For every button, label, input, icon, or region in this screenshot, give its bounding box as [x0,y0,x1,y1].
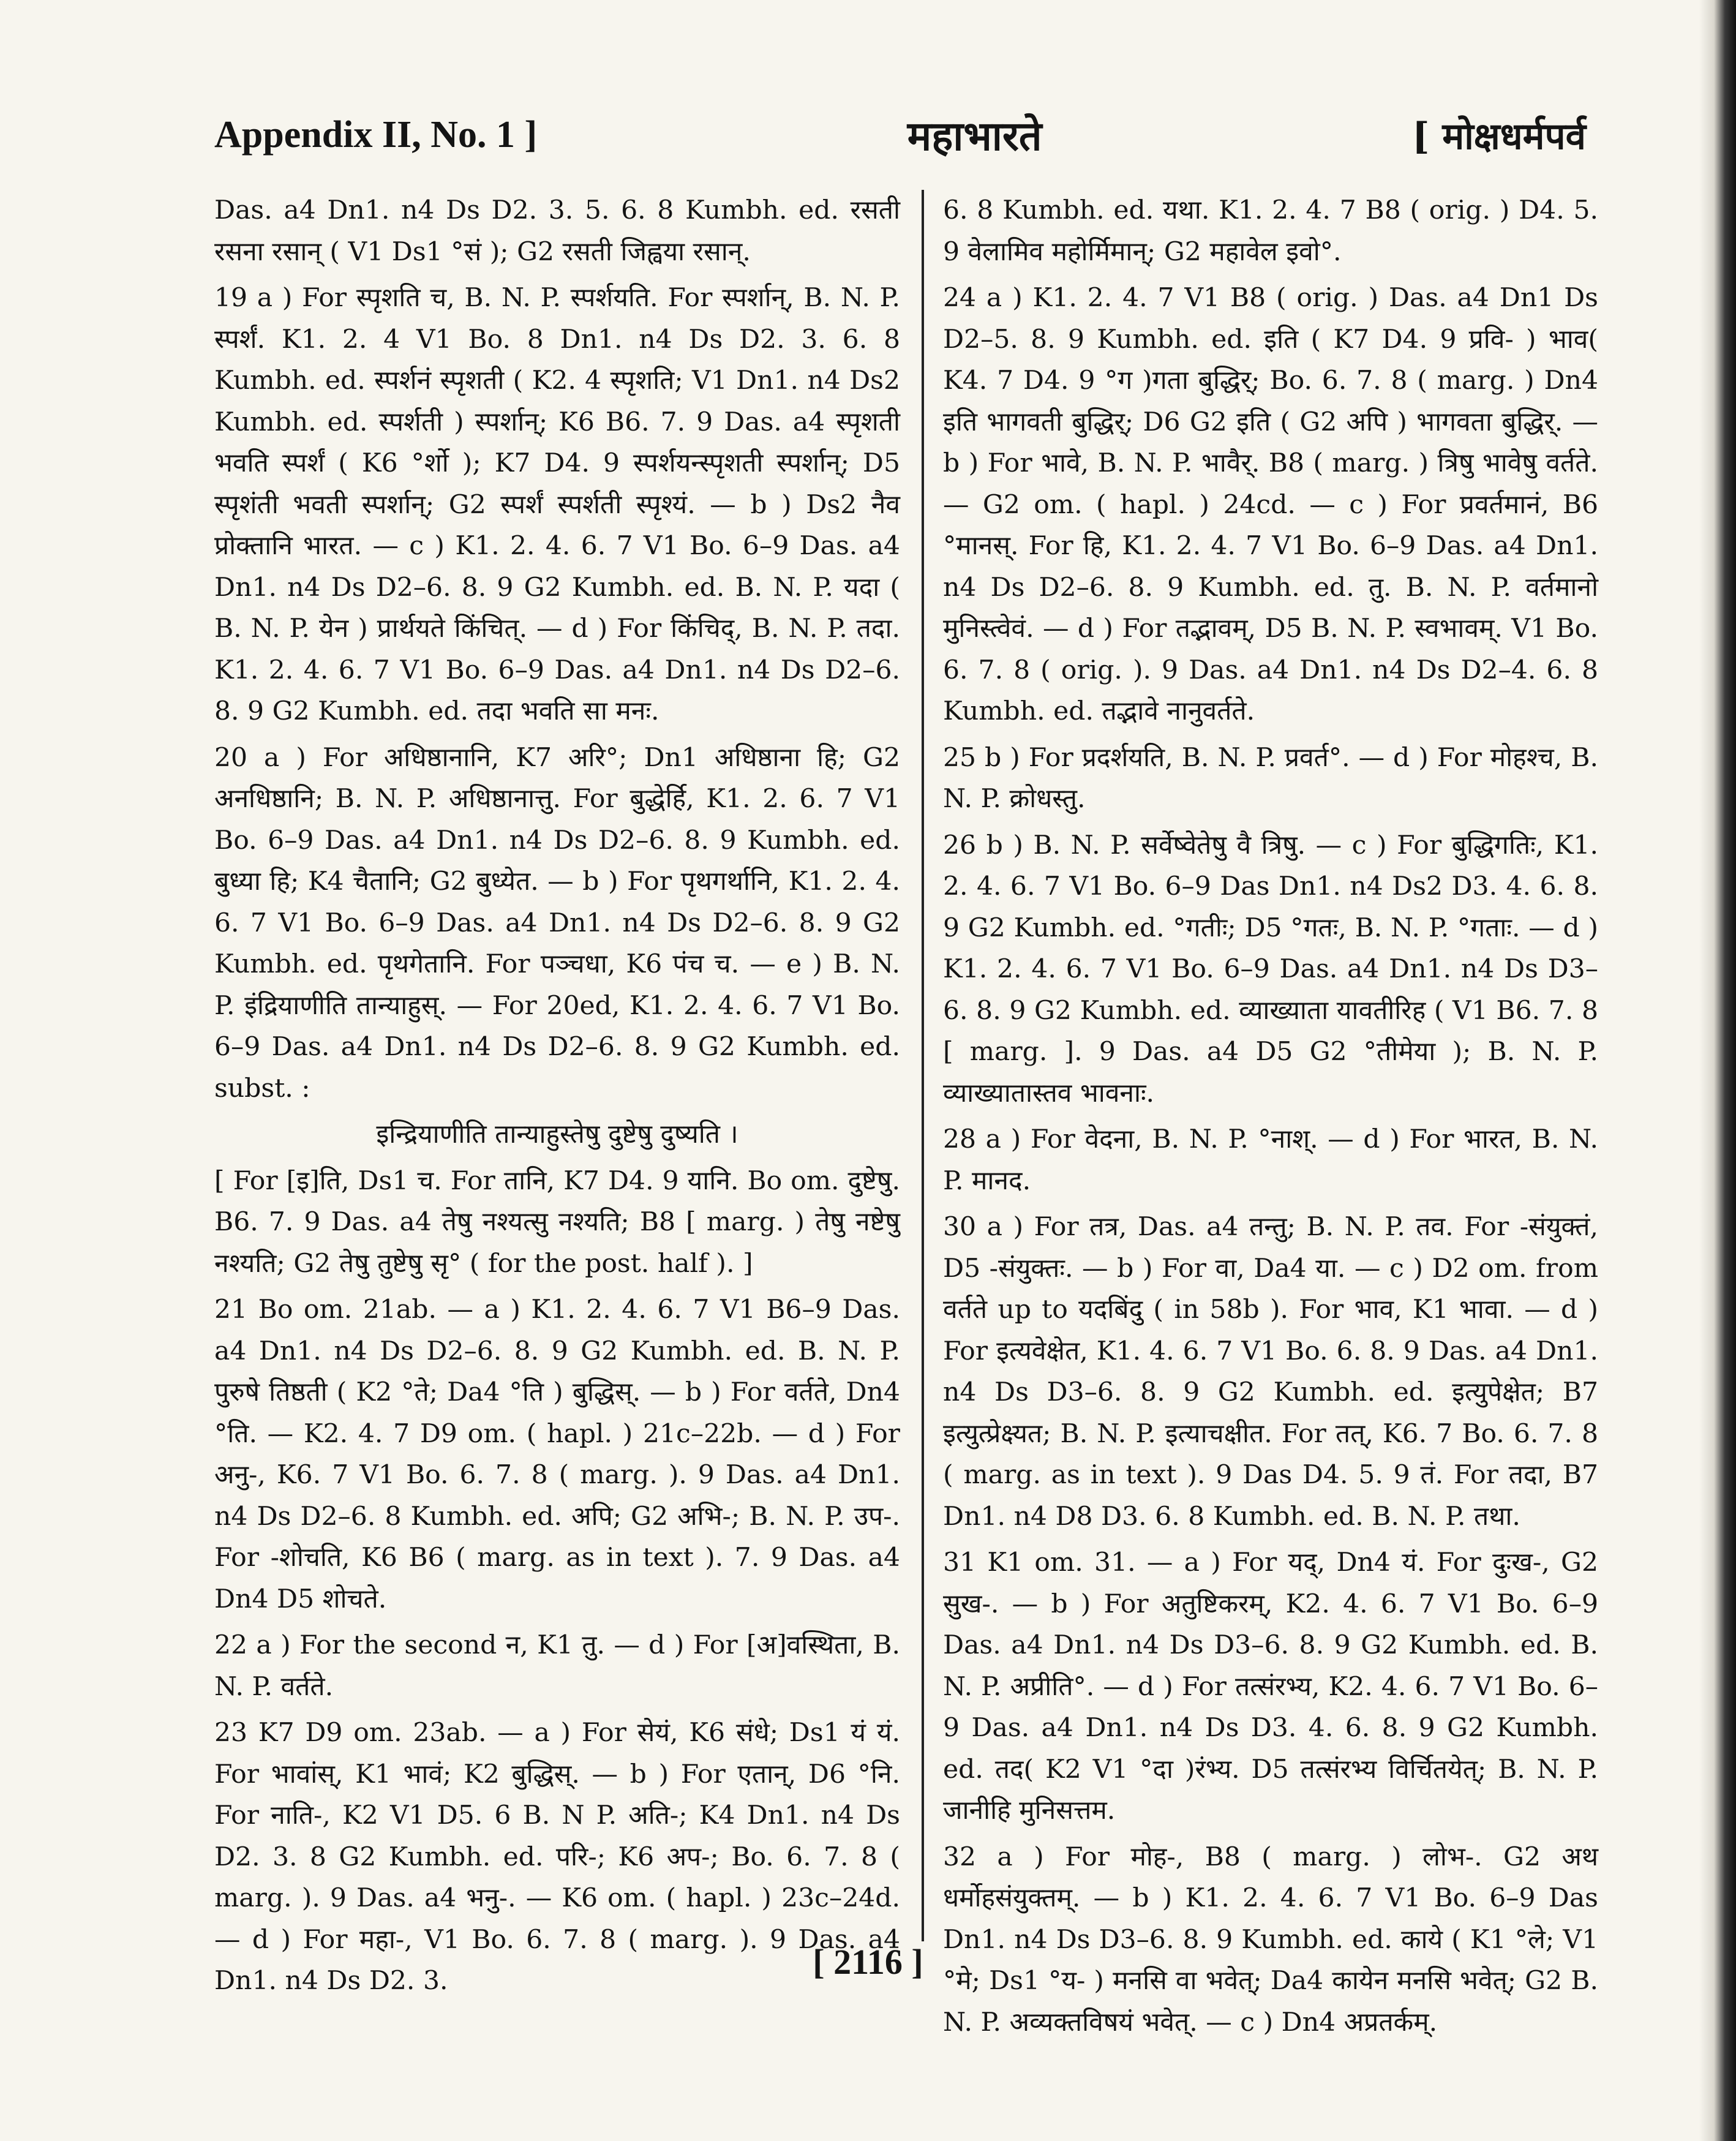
note-paragraph: Das. a4 Dn1. n4 Ds D2. 3. 5. 6. 8 Kumbh. ed. रसती रसना रसान् ( V1 Ds1 °सं ); G2 रसती जिह्वया रसान्. [214,195,900,267]
inserted-verse: इन्द्रियाणीति तान्याहुस्तेषु दुष्टेषु दुष्यति । [376,1119,738,1150]
note-paragraph: 31 K1 om. 31. — a ) For यद्, Dn4 यं. For दुःख-, G2 सुख-. — b ) For अतुष्टिकरम्, K2. 4. 6. 7 V1 Bo. 6–9 Das. a4 Dn1. n4 Ds D3–6. 8. 9 G2 Kumbh. ed. B. N. P. अप्रीति°. — d ) For तत्संरभ्य, K2. 4. 6. 7 V1 Bo. 6–9 Das. a4 Dn1. n4 Ds D3. 4. 6. 8. 9 G2 Kumbh. ed. तद( K2 V1 °दा )रंभ्य. D5 तत्संरभ्य विर्चितयेत्; B. N. P. जानीहि मुनिसत्तम. [943,1548,1598,1826]
note-paragraph: 25 b ) For प्रदर्शयति, B. N. P. प्रवर्त°. — d ) For मोहश्च, B. N. P. क्रोधस्तु. [943,742,1598,814]
note-paragraph: 19 a ) For स्पृशति च, B. N. P. स्पर्शयति. For स्पर्शान्, B. N. P. स्पर्शं. K1. 2. 4 V1 Bo. 8 Dn1. n4 Ds D2. 3. 6. 8 Kumbh. ed. स्पर्शनं स्पृशती ( K2. 4 स्पृशति; V1 Dn1. n4 Ds2 Kumbh. ed. स्पर्शती ) स्पर्शान्; K6 B6. 7. 9 Das. a4 स्पृशती भवति स्पर्शं ( K6 °र्शो ); K7 D4. 9 स्पर्शयन्स्पृशती स्पर्शान्; D5 स्पृशंती भवती स्पर्शान्; G2 स्पर्शं स्पर्शती स्पृश्यं. — b ) Ds2 नैव प्रोक्तानि भारत. — c ) K1. 2. 4. 6. 7 V1 Bo. 6–9 Das. a4 Dn1. n4 Ds D2–6. 8. 9 G2 Kumbh. ed. B. N. P. यदा ( B. N. P. येन ) प्रार्थयते किंचित्. — d ) For किंचिद्, B. N. P. तदा. K1. 2. 4. 6. 7 V1 Bo. 6–9 Das. a4 Dn1. n4 Ds D2–6. 8. 9 G2 Kumbh. ed. तदा भवति सा मनः. [214,283,900,726]
header-parvan-label: [ मोक्षधर्मपर्व [1412,115,1586,158]
header-section-label: Appendix II, No. 1 ] [214,113,538,156]
note-paragraph: 28 a ) For वेदना, B. N. P. °नाश्. — d ) For भारत, B. N. P. मानद. [943,1124,1598,1196]
note-paragraph: 20 a ) For अधिष्ठानानि, K7 अरि°; Dn1 अधिष्ठाना हि; G2 अनधिष्ठानि; B. N. P. अधिष्ठानात्तु. For बुद्धेर्हि, K1. 2. 6. 7 V1 Bo. 6–9 Das. a4 Dn1. n4 Ds D2–6. 8. 9 Kumbh. ed. बुध्या हि; K4 चैतानि; G2 बुध्येत. — b ) For पृथगर्थानि, K1. 2. 4. 6. 7 V1 Bo. 6–9 Das. a4 Dn1. n4 Ds D2–6. 8. 9 G2 Kumbh. ed. पृथगेतानि. For पञ्चधा, K6 पंच च. — e ) B. N. P. इंद्रियाणीति तान्याहुस्. — For 20ed, K1. 2. 4. 6. 7 V1 Bo. 6–9 Das. a4 Dn1. n4 Ds D2–6. 8. 9 G2 Kumbh. ed. subst. : [214,742,900,1104]
right-column [943,190,1598,2038]
column-divider [922,190,924,1941]
note-paragraph: 6. 8 Kumbh. ed. यथा. K1. 2. 4. 7 B8 ( orig. ) D4. 5. 9 वेलामिव महोर्मिमान्; G2 महावेल इवो°. [943,195,1598,267]
note-paragraph: 21 Bo om. 21ab. — a ) K1. 2. 4. 6. 7 V1 B6–9 Das. a4 Dn1. n4 Ds D2–6. 8. 9 G2 Kumbh. ed. B. N. P. पुरुषे तिष्ठती ( K2 °ते; Da4 °ति ) बुद्धिस्. — b ) For वर्तते, Dn4 °ति. — K2. 4. 7 D9 om. ( hapl. ) 21c–22b. — d ) For अनु-, K6. 7 V1 Bo. 6. 7. 8 ( marg. ). 9 Das. a4 Dn1. n4 Ds D2–6. 8 Kumbh. ed. अपि; G2 अभि-; B. N. P. उप-. For -शोचति, K6 B6 ( marg. as in text ). 7. 9 Das. a4 Dn4 D5 शोचते. [214,1295,900,1614]
page-header [214,98,1586,171]
note-paragraph: 32 a ) For मोह-, B8 ( marg. ) लोभ-. G2 अथ धर्मोहसंयुक्तम्. — b ) K1. 2. 4. 6. 7 V1 Bo. 6–9 Das Dn1. n4 Ds D3–6. 8. 9 Kumbh. ed. काये ( K1 °ले; V1 °मे; Ds1 °य- ) मनसि वा भवेत्; Da4 कायेन मनसि भवेत्; G2 B. N. P. अव्यक्तविषयं भवेत्. — c ) Dn4 अप्रतर्कम्. [943,1842,1598,2038]
note-paragraph: 26 b ) B. N. P. सर्वेष्वेतेषु वै त्रिषु. — c ) For बुद्धिगतिः, K1. 2. 4. 6. 7 V1 Bo. 6–9 Das Dn1. n4 Ds2 D3. 4. 6. 8. 9 G2 Kumbh. ed. °गतीः; D5 °गतः, B. N. P. °गताः. — d ) K1. 2. 4. 6. 7 V1 Bo. 6–9 Das. a4 Dn1. n4 Ds D3–6. 8. 9 G2 Kumbh. ed. व्याख्याता यावतीरिह ( V1 B6. 7. 8 [ marg. ]. 9 Das. a4 D5 G2 °तीमेया ); B. N. P. व्याख्यातास्तव भावनाः. [943,830,1598,1108]
book-spine-edge [1699,0,1736,2141]
note-paragraph: 24 a ) K1. 2. 4. 7 V1 B8 ( orig. ) Das. a4 Dn1 Ds D2–5. 8. 9 Kumbh. ed. इति ( K7 D4. 9 प्रवि- ) भाव( K4. 7 D4. 9 °ग )गता बुद्धिर्; Bo. 6. 7. 8 ( marg. ) Dn4 इति भागवती बुद्धिर्; D6 G2 इति ( G2 अपि ) भागवता बुद्धिर्. — b ) For भावे, B. N. P. भावैर्. B8 ( marg. ) त्रिषु भावेषु वर्तते. — G2 om. ( hapl. ) 24cd. — c ) For प्रवर्तमानं, B6 °मानस्. For हि, K1. 2. 4. 7 V1 Bo. 6–9 Das. a4 Dn1. n4 Ds D2–6. 8. 9 Kumbh. ed. तु. B. N. P. वर्तमानो मुनिस्त्वेवं. — d ) For तद्भावम्, D5 B. N. P. स्वभावम्. V1 Bo. 6. 7. 8 ( orig. ). 9 Das. a4 Dn1. n4 Ds D2–4. 6. 8 Kumbh. ed. तद्भावे नानुवर्तते. [943,283,1598,726]
note-paragraph: 30 a ) For तत्र, Das. a4 तन्तु; B. N. P. तव. For -संयुक्तं, D5 -संयुक्तः. — b ) For वा, Da4 या. — c ) D2 om. from वर्तते up to यदबिंदु ( in 58b ). For भाव, K1 भावा. — d ) For इत्यवेक्षेत, K1. 4. 6. 7 V1 Bo. 6. 8. 9 Das. a4 Dn1. n4 Ds D3–6. 8. 9 G2 Kumbh. ed. इत्युपेक्षेत; B7 इत्युत्प्रेक्ष्यत; B. N. P. इत्याचक्षीत. For तत्, K6. 7 Bo. 6. 7. 8 ( marg. as in text ). 9 Das D4. 5. 9 तं. For तदा, B7 Dn1. n4 D8 D3. 6. 8 Kumbh. ed. B. N. P. तथा. [943,1212,1598,1532]
note-paragraph: 23 K7 D9 om. 23ab. — a ) For सेयं, K6 संधे; Ds1 यं यं. For भावांस्, K1 भावं; K2 बुद्धिस्. — b ) For एतान्, D6 °नि. For नाति-, K2 V1 D5. 6 B. N P. अति-; K4 Dn1. n4 Ds D2. 3. 8 G2 Kumbh. ed. परि-; K6 अप-; Bo. 6. 7. 8 ( marg. ). 9 Das. a4 भनु-. — K6 om. ( hapl. ) 23c–24d. — d ) For महा-, V1 Bo. 6. 7. 8 ( marg. ). 9 Das. a4 Dn1. n4 Ds D2. 3. [214,1718,900,1996]
page-number: [ 2116 ] [813,1942,923,1982]
note-paragraph: 22 a ) For the second न, K1 तु. — d ) For [अ]वस्थिता, B. N. P. वर्तते. [214,1630,900,1702]
header-book-title: महाभारते [907,112,1042,160]
note-paragraph: [ For [इ]ति, Ds1 च. For तानि, K7 D4. 9 यानि. Bo om. दुष्टेषु. B6. 7. 9 Das. a4 तेषु नश्यत्सु नश्यति; B8 [ marg. ) तेषु नष्टेषु नश्यति; G2 तेषु तुष्टेषु सृ° ( for the post. half ). ] [214,1165,900,1279]
